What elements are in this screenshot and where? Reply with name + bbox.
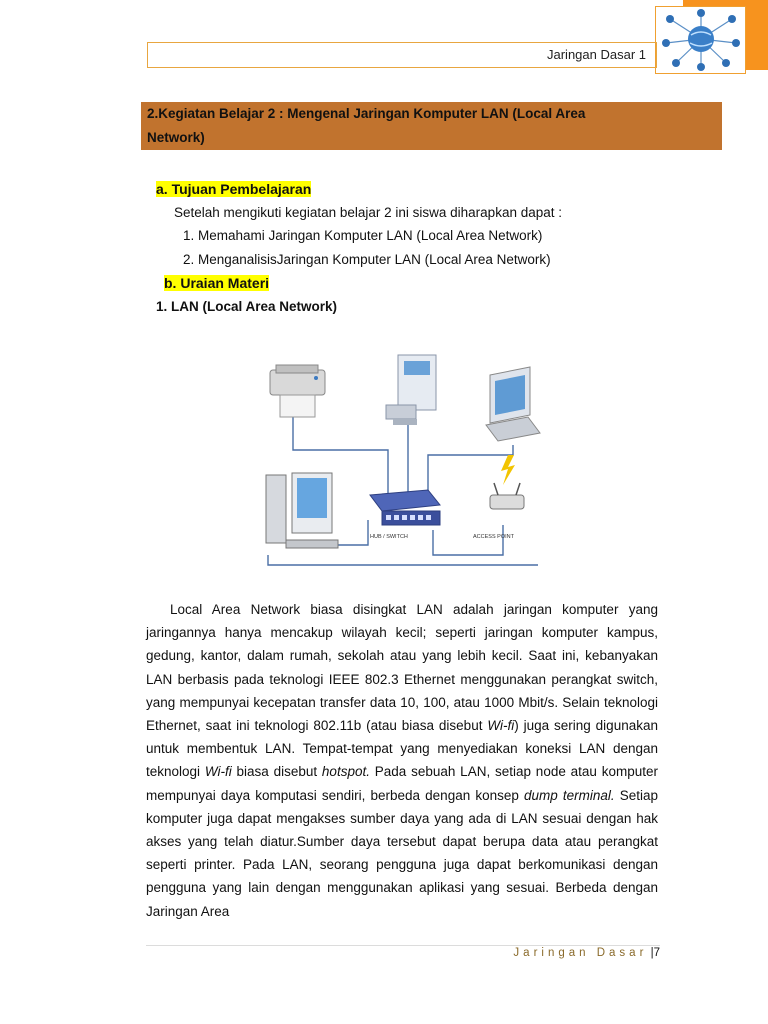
network-globe-logo	[655, 6, 746, 74]
dumb-terminal-term: dump terminal.	[523, 787, 615, 803]
material-heading: b. Uraian Materi	[164, 275, 270, 291]
objectives-heading: a. Tujuan Pembelajaran	[156, 181, 312, 197]
lan-paragraph	[146, 598, 658, 923]
section-title-bar	[141, 102, 722, 150]
printer-icon	[270, 365, 325, 417]
body-text-run: Setiap komputer juga dapat mengakses sumber daya yang ada di LAN sesuai dengan hak akses yang telah diatur.Sumber daya tersebut dapat berupa data atau perangkat seperti printer. Pada LAN, seorang pengguna juga dapat berkomunikasi dengan pengguna yang lain dengan menggunakan aplikasi yang sesuai. Berbeda dengan Jaringan Area	[146, 787, 658, 919]
footer-label: Jaringan Dasar	[513, 947, 648, 959]
laptop-icon	[486, 367, 540, 441]
hub-switch-label: HUB / SWITCH	[370, 534, 408, 540]
page-number: |7	[650, 947, 660, 959]
header-title: Jaringan Dasar 1	[547, 47, 646, 62]
corner-accent-side	[745, 18, 768, 70]
desktop-computer-icon	[386, 355, 436, 425]
access-point-label: ACCESS POINT	[473, 534, 514, 540]
lan-subheading: 1. LAN (Local Area Network)	[156, 299, 338, 314]
section-title-line-1: 2.Kegiatan Belajar 2 : Mengenal Jaringan Komputer LAN (Local Area	[147, 106, 586, 121]
body-text-run: Local Area Network biasa disingkat LAN adalah jaringan komputer yang jaringannya hanya mencakup wilayah kecil; seperti jaringan komputer kampus, gedung, kantor, dalam rumah, sekolah atau yang lebih kecil. Saat ini, kebanyakan LAN berbasis pada teknologi IEEE 802.3 Ethernet menggunakan perangkat switch, yang mempunyai kecepatan transfer data 10, 100, atau 1000 Mbit/s. Selain teknologi Ethernet, saat ini teknologi 802.11b (atau biasa disebut	[146, 602, 658, 734]
wifi-term: Wi-fi	[487, 718, 515, 734]
objective-item: 2. MenganalisisJaringan Komputer LAN (Local Area Network)	[183, 252, 551, 267]
lan-topology-diagram	[258, 345, 548, 570]
objective-item: 1. Memahami Jaringan Komputer LAN (Local Area Network)	[183, 228, 543, 243]
objectives-intro: Setelah mengikuti kegiatan belajar 2 ini siswa diharapkan dapat :	[174, 205, 562, 220]
network-globe-icon	[656, 7, 745, 73]
body-text-run: ) juga sering digunakan untuk membentuk LAN. Tempat-tempat yang menyediakan koneksi LAN dengan teknologi	[146, 718, 658, 780]
section-title-line-2: Network)	[147, 130, 205, 145]
access-point-icon	[473, 455, 524, 540]
hotspot-term: hotspot.	[321, 764, 370, 780]
body-text-run: Pada sebuah LAN, setiap node atau komputer mempunyai daya komputasi sendiri, berbeda dengan konsep	[146, 764, 658, 803]
running-header	[147, 42, 657, 68]
lan-body-text	[146, 598, 658, 923]
workstation-computer-icon	[266, 473, 338, 548]
footer-divider	[146, 945, 660, 946]
wifi-term: Wi-fi	[204, 764, 232, 780]
page-footer	[513, 947, 660, 959]
hub-switch-icon	[370, 490, 440, 540]
body-text-run: biasa disebut	[231, 764, 322, 780]
